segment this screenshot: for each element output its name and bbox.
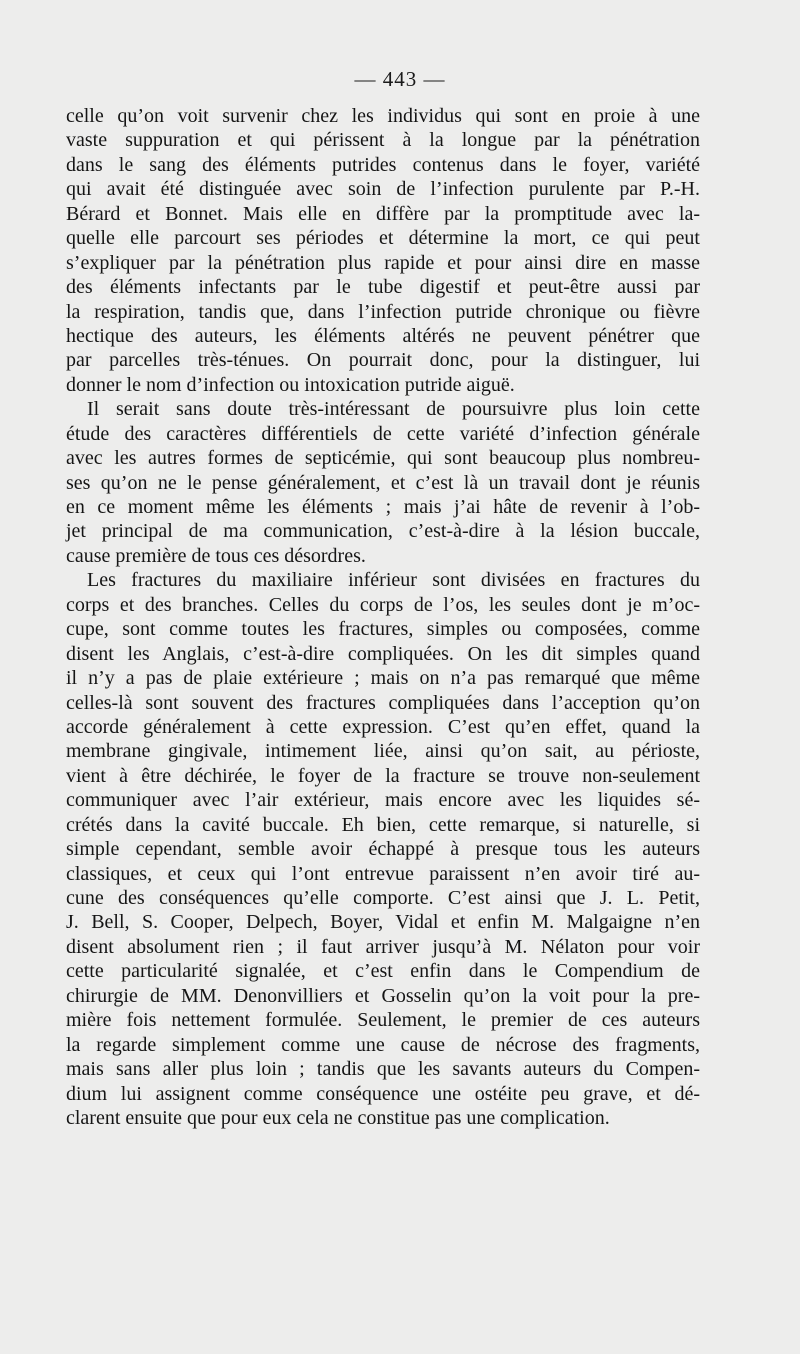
- text-line: classiques, et ceux qui l’ont entrevue paraissent n’en avoir tiré au-: [66, 862, 700, 885]
- text-line: cune des conséquences qu’elle comporte. C’est ainsi que J. L. Petit,: [66, 887, 700, 909]
- text-line: dans le sang des éléments putrides contenus dans le foyer, variété: [66, 153, 700, 176]
- text-line: dium lui assignent comme conséquence une ostéite peu grave, et dé-: [66, 1082, 700, 1105]
- text-line: corps et des branches. Celles du corps de l’os, les seules dont je m’oc-: [66, 593, 700, 616]
- text-line: s’expliquer par la pénétration plus rapide et pour ainsi dire en masse: [66, 251, 700, 274]
- text-line: membrane gingivale, intimement liée, ainsi qu’on sait, au périoste,: [66, 740, 700, 763]
- text-line: qui avait été distinguée avec soin de l’infection purulente par P.-H.: [66, 178, 700, 201]
- text-line: disent les Anglais, c’est-à-dire compliquées. On les dit simples quand: [66, 642, 700, 665]
- page-number: — 443 —: [354, 67, 446, 91]
- text-line: disent absolument rien ; il faut arriver jusqu’à M. Nélaton pour voir: [66, 935, 700, 958]
- text-line: hectique des auteurs, les éléments altérés ne peuvent pénétrer que: [66, 324, 700, 347]
- text-line: la respiration, tandis que, dans l’infection putride chronique ou fièvre: [66, 300, 700, 323]
- text-line: quelle elle parcourt ses périodes et détermine la mort, ce qui peut: [66, 227, 700, 250]
- text-line: il n’y a pas de plaie extérieure ; mais on n’a pas remarqué que même: [66, 667, 700, 690]
- text-line: vient à être déchirée, le foyer de la fracture se trouve non-seulement: [66, 764, 700, 787]
- text-line: avec les autres formes de septicémie, qui sont beaucoup plus nombreu-: [66, 447, 700, 470]
- text-line: celle qu’on voit survenir chez les individus qui sont en proie à une: [66, 105, 700, 127]
- text-line: J. Bell, S. Cooper, Delpech, Boyer, Vidal et enfin M. Malgaigne n’en: [66, 911, 700, 934]
- text-line: clarent ensuite que pour eux cela ne constitue pas une complication.: [66, 1106, 610, 1129]
- text-line: celles-là sont souvent des fractures compliquées dans l’acception qu’on: [66, 691, 700, 714]
- text-line: en ce moment même les éléments ; mais j’ai hâte de revenir à l’ob-: [66, 496, 700, 518]
- text-line: étude des caractères différentiels de cette variété d’infection générale: [66, 422, 700, 445]
- text-line: ses qu’on ne le pense généralement, et c’est là un travail dont je réunis: [66, 471, 700, 494]
- text-line: Bérard et Bonnet. Mais elle en diffère par la promptitude avec la-: [66, 202, 700, 225]
- text-line: cupe, sont comme toutes les fractures, simples ou composées, comme: [66, 618, 700, 641]
- text-line: par parcelles très-ténues. On pourrait donc, pour la distinguer, lui: [66, 349, 700, 372]
- text-line: cause première de tous ces désordres.: [66, 544, 366, 567]
- text-line: accorde généralement à cette expression. C’est qu’en effet, quand la: [66, 715, 700, 738]
- text-line: jet principal de ma communication, c’est-à-dire à la lésion buccale,: [66, 520, 700, 543]
- text-line: cette particularité signalée, et c’est enfin dans le Compendium de: [66, 960, 700, 983]
- body-text: [66, 104, 700, 1130]
- text-line: mais sans aller plus loin ; tandis que les savants auteurs du Compen-: [66, 1058, 700, 1081]
- text-line: Les fractures du maxiliaire inférieur sont divisées en fractures du: [87, 569, 700, 592]
- text-line: Il serait sans doute très-intéressant de poursuivre plus loin cette: [87, 398, 700, 421]
- text-line: mière fois nettement formulée. Seulement, le premier de ces auteurs: [66, 1009, 700, 1032]
- text-line: donner le nom d’infection ou intoxication putride aiguë.: [66, 373, 515, 396]
- text-line: la regarde simplement comme une cause de nécrose des fragments,: [66, 1033, 700, 1056]
- text-line: vaste suppuration et qui périssent à la longue par la pénétration: [66, 129, 700, 152]
- text-line: crétés dans la cavité buccale. Eh bien, cette remarque, si naturelle, si: [66, 813, 700, 836]
- text-line: chirurgie de MM. Denonvilliers et Gosselin qu’on la voit pour la pre-: [66, 984, 700, 1007]
- text-line: communiquer avec l’air extérieur, mais encore avec les liquides sé-: [66, 789, 700, 812]
- text-line: simple cependant, semble avoir échappé à presque tous les auteurs: [66, 838, 700, 861]
- text-line: des éléments infectants par le tube digestif et peut-être aussi par: [66, 276, 700, 299]
